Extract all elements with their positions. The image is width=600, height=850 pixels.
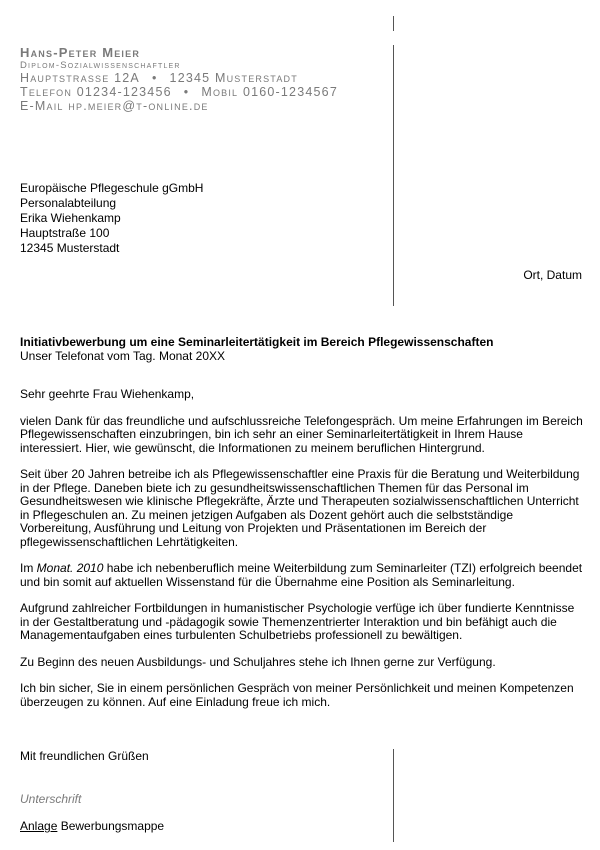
paragraph-intro: vielen Dank für das freundliche und aufschlussreiche Telefongespräch. Um meine Erfahrungen im Bereich Pflegewissenschaften einzubringen, bin ich sehr an einer Seminarleitertätigkeit in Ihrem Hause interessiert. Hier, wie gewünscht, die Informationen zu meinem beruflichen Hintergrund.	[20, 413, 583, 455]
subject-reference: Unser Telefonat vom Tag. Monat 20XX	[20, 349, 226, 363]
sender-title: Diplom-Sozialwissenschaftler	[20, 60, 181, 71]
recipient-address	[20, 181, 203, 256]
upper-margin-line	[393, 45, 394, 306]
paragraph-qualifications: Aufgrund zahlreicher Fortbildungen in humanistischer Psychologie verfüge ich über fundierte Kenntnisse in der Gestaltberatung und -pädagogik sowie Themenzentrierter Interaktion und bin befähigt auch die Managementaufgaben eines turbulenten Schulbetriebs professionell zu bewältigen.	[20, 601, 575, 642]
top-margin-line	[393, 16, 394, 31]
enclosure-label: Anlage	[20, 819, 58, 833]
letter-body	[20, 388, 585, 722]
closing-greeting: Mit freundlichen Grüßen	[20, 749, 149, 763]
recipient-street: Hauptstraße 100	[20, 226, 110, 240]
salutation: Sehr geehrte Frau Wiehenkamp,	[20, 387, 195, 401]
paragraph-availability: Zu Beginn des neuen Ausbildungs- und Schuljahres stehe ich Ihnen gerne zur Verfügung.	[20, 654, 496, 669]
sender-phone: Telefon 01234-123456	[20, 85, 172, 99]
recipient-contact: Erika Wiehenkamp	[20, 211, 121, 225]
paragraph-training	[20, 562, 585, 589]
subject-block	[20, 335, 493, 363]
paragraph-experience: Seit über 20 Jahren betreibe ich als Pflegewissenschaftler eine Praxis für die Beratung und Weiterbildung in der Pflege. Daneben biete ich zu gesundheitswissenschaftlichen Themen für das Personal im Gesundheitswesen wie klinische Pflegekräfte, Ärzte und Therapeuten sozialwissenschaftlichen Unterricht in Pflegeschulen an. Zu meinen jetzigen Aufgaben als Dozent gehört auch die selbstständige Vorbereitung, Ausführung und Leitung von Projekten und Präsentationen im Bereich der pflegewissenschaftlichen Lehrtätigkeiten.	[20, 467, 580, 549]
recipient-city: 12345 Musterstadt	[20, 241, 120, 255]
lower-margin-line	[393, 749, 394, 842]
recipient-company: Europäische Pflegeschule gGmbH	[20, 181, 204, 195]
paragraph-training-prefix: Im	[20, 561, 37, 575]
sender-city: 12345 Musterstadt	[169, 71, 298, 85]
sender-phones	[20, 85, 338, 99]
bullet-separator: •	[151, 71, 158, 85]
enclosure-text: Bewerbungsmappe	[57, 819, 165, 833]
recipient-department: Personalabteilung	[20, 196, 117, 210]
sender-address	[20, 71, 338, 85]
subject-line: Initiativbewerbung um eine Seminarleitertätigkeit im Bereich Pflegewissenschaften	[20, 335, 494, 349]
paragraph-closing-remark: Ich bin sicher, Sie in einem persönlichen Gespräch von meiner Persönlichkeit und meinen Kompetenzen überzeugen zu können. Auf eine Einladung freue ich mich.	[20, 681, 574, 709]
sender-email: E-Mail hp.meier@t-online.de	[20, 99, 209, 113]
enclosure-line	[20, 819, 164, 833]
training-date: Monat. 2010	[36, 561, 104, 575]
sender-street: Hauptstrasse 12A	[20, 71, 140, 85]
sender-mobile: Mobil 0160-1234567	[201, 85, 338, 99]
paragraph-training-text: habe ich nebenberuflich meine Weiterbildung zum Seminarleiter (TZI) erfolgreich beendet und bin somit auf aktuellen Wissenstand für die Übernahme eine Position als Seminarleitung.	[20, 561, 583, 589]
place-date: Ort, Datum	[523, 268, 582, 282]
signature-placeholder: Unterschrift	[20, 792, 82, 806]
sender-letterhead	[20, 45, 338, 113]
bullet-separator: •	[183, 85, 190, 99]
sender-name: Hans-Peter Meier	[20, 45, 141, 60]
